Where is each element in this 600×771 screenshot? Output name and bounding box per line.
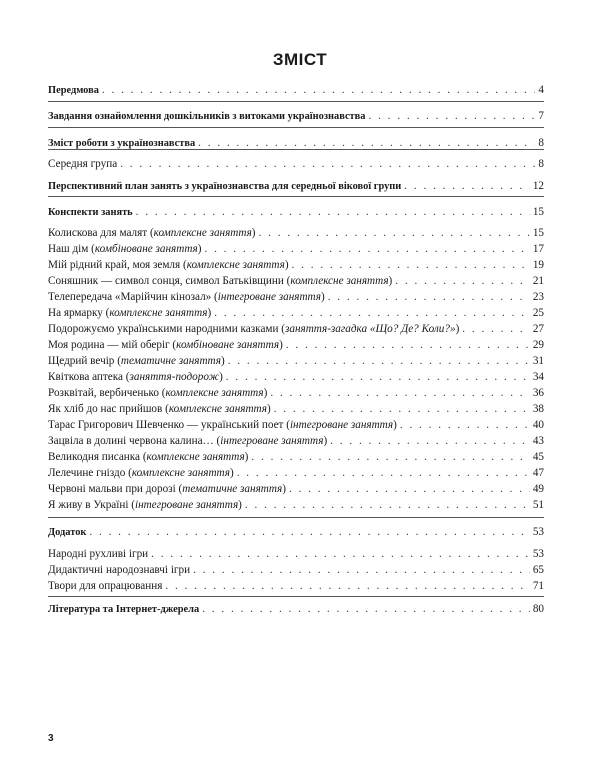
toc-entry-suffix: ) — [251, 227, 256, 239]
toc-entry — [48, 499, 544, 514]
toc-entry — [48, 526, 544, 541]
dot-leader — [228, 355, 530, 367]
toc-entry-label — [48, 483, 286, 495]
toc-entry-title: Квіткова аптека ( — [48, 371, 130, 383]
toc-entry — [48, 158, 544, 173]
toc-entry-note: інтегроване заняття — [289, 419, 394, 431]
toc-entry — [48, 403, 544, 418]
toc-entry-page: 53 — [532, 548, 544, 560]
dot-leader — [328, 291, 530, 303]
toc-entry-page: 71 — [532, 580, 544, 592]
toc-entry-page: 47 — [532, 467, 544, 479]
toc-entry-note: комплексне заняття — [153, 227, 252, 239]
toc-entry — [48, 435, 544, 450]
toc-entry-note: заняття-загадка «Що? Де? Коли?» — [285, 323, 456, 335]
dot-leader — [270, 387, 529, 399]
toc-entry-title: Перспективний план занять з українознавства для середньої вікової групи — [48, 181, 402, 192]
toc-entry-page: 21 — [532, 275, 544, 287]
toc-entry-page: 29 — [532, 339, 544, 351]
dot-leader — [102, 84, 536, 96]
toc-entry-suffix: ) — [263, 387, 268, 399]
dot-leader — [400, 419, 530, 431]
toc-entry-title: Зміст роботи з українознавства — [48, 138, 196, 149]
toc-entry-title: Як хліб до нас прийшов ( — [48, 403, 169, 415]
toc-entry-title: Зацвіла в долині червона калина… ( — [48, 435, 221, 447]
toc-entry-suffix: ) — [279, 339, 283, 351]
toc-entry-suffix: ) — [284, 259, 289, 271]
toc-entry — [48, 564, 544, 579]
toc-entry — [48, 355, 544, 370]
toc-entry-label — [48, 371, 223, 383]
dot-leader — [120, 158, 535, 170]
toc-entry-note: комплексне заняття — [109, 307, 208, 319]
dot-leader — [289, 483, 530, 495]
toc-entry-page: 43 — [532, 435, 544, 447]
toc-entry-label — [48, 85, 99, 96]
section-divider — [48, 101, 544, 102]
toc-entry-title: Розквітай, вербиченько ( — [48, 387, 166, 399]
toc-entry-suffix: ) — [197, 243, 202, 255]
toc-entry-label — [48, 158, 117, 170]
toc-entry-note: інтегроване заняття — [220, 435, 324, 447]
toc-entry-page: 27 — [532, 323, 544, 335]
toc-entry-page: 34 — [532, 371, 544, 383]
toc-entry-page: 40 — [532, 419, 544, 431]
toc-entry — [48, 580, 544, 595]
toc-entry-page: 7 — [538, 110, 544, 122]
toc-entry — [48, 291, 544, 306]
dot-leader — [404, 180, 530, 192]
toc-entry-label — [48, 467, 234, 479]
toc-entry — [48, 180, 544, 195]
toc-entry-title: Моя родина — мій оберіг ( — [48, 339, 177, 351]
dot-leader — [136, 206, 530, 218]
toc-entry-page: 53 — [532, 526, 544, 538]
toc-entry — [48, 451, 544, 466]
toc-entry — [48, 467, 544, 482]
toc-entry — [48, 227, 544, 242]
toc-entry-label — [48, 181, 401, 192]
toc-entry-label — [48, 387, 267, 399]
dot-leader — [330, 435, 530, 447]
toc-entry — [48, 387, 544, 402]
toc-entry-page: 80 — [532, 603, 544, 615]
toc-entry-title: Література та Інтернет-джерела — [48, 604, 200, 615]
toc-entry-title: Конспекти занять — [48, 207, 133, 218]
toc-entry-page: 12 — [532, 180, 544, 192]
toc-entry-page: 15 — [532, 206, 544, 218]
toc-entry-suffix: ) — [388, 275, 393, 287]
toc-entry-title: Колискова для малят ( — [48, 227, 154, 239]
dot-leader — [368, 110, 535, 122]
page-title: ЗМІСТ — [272, 50, 328, 69]
toc-entry-label — [48, 275, 392, 287]
dot-leader — [245, 499, 530, 511]
dot-leader — [202, 603, 530, 615]
toc-entry-title: Тарас Григорович Шевченко — український поет ( — [48, 419, 290, 431]
toc-entry-note: заняття-подорож — [129, 371, 220, 383]
toc-entry-title: Щедрий вечір ( — [48, 355, 121, 367]
dot-leader — [286, 339, 530, 351]
toc-entry-label — [48, 580, 162, 592]
toc-entry — [48, 483, 544, 498]
dot-leader — [462, 323, 530, 335]
toc-entry-title: Наш дім ( — [48, 243, 95, 255]
section-divider — [48, 517, 544, 518]
toc-entry-note: комплексне заняття — [290, 275, 389, 287]
toc-entry-page: 17 — [532, 243, 544, 255]
toc-entry — [48, 339, 544, 354]
dot-leader — [251, 451, 529, 463]
toc-entry-label — [48, 307, 211, 319]
toc-entry-suffix: ) — [455, 323, 460, 335]
toc-entry — [48, 419, 544, 434]
dot-leader — [226, 371, 530, 383]
toc-entry-label — [48, 207, 133, 218]
toc-entry-label — [48, 227, 256, 239]
toc-entry-label — [48, 291, 325, 303]
toc-entry-page: 8 — [538, 137, 544, 149]
toc-entry-title: Соняшник — символ сонця, символ Батьківщини ( — [48, 275, 291, 287]
toc-entry-page: 51 — [532, 499, 544, 511]
toc-entry-label — [48, 138, 195, 149]
toc-entry-label — [48, 548, 148, 560]
toc-entry-title: Великодня писанка ( — [48, 451, 147, 463]
toc-entry — [48, 603, 544, 618]
toc-entry-title: Додаток — [48, 527, 87, 538]
toc-entry-suffix: ) — [229, 467, 234, 479]
toc-entry-page: 31 — [532, 355, 544, 367]
toc-entry-suffix: ) — [282, 483, 286, 495]
toc-entry-label — [48, 419, 397, 431]
toc-entry-note: комплексне заняття — [131, 467, 230, 479]
toc-entry-label — [48, 355, 225, 367]
toc-entry-label — [48, 527, 86, 538]
toc-entry-label — [48, 435, 327, 447]
toc-entry-label — [48, 339, 283, 351]
toc-entry-title: Твори для опрацювання — [48, 580, 163, 592]
toc-entry — [48, 84, 544, 99]
dot-leader — [204, 243, 529, 255]
toc-entry-label — [48, 323, 459, 335]
dot-leader — [193, 564, 530, 576]
toc-entry-title: Завдання ознайомлення дошкільників з витоками українознавства — [48, 111, 366, 122]
toc-entry-label — [48, 111, 365, 122]
toc-entry-title: Передмова — [48, 85, 99, 96]
toc-entry-page: 19 — [532, 259, 544, 271]
toc-entry-title: Я живу в Україні ( — [48, 499, 136, 511]
toc-entry-title: Дидактичні народознавчі ігри — [48, 564, 191, 576]
dot-leader — [165, 580, 529, 592]
toc-entry-suffix: ) — [220, 355, 225, 367]
toc-entry-title: Подорожуємо українськими народними казками ( — [48, 323, 285, 335]
toc-entry-label — [48, 564, 190, 576]
toc-entry — [48, 371, 544, 386]
toc-entry — [48, 243, 544, 258]
toc-entry-page: 23 — [532, 291, 544, 303]
toc-entry — [48, 206, 544, 221]
toc-entry-label — [48, 604, 199, 615]
toc-entry-note: комплексне заняття — [146, 451, 245, 463]
toc-entry-page: 25 — [532, 307, 544, 319]
toc-entry-suffix: ) — [219, 371, 223, 383]
toc-entry — [48, 259, 544, 274]
toc-entry-note: комплексне заняття — [168, 403, 267, 415]
toc-entry-label — [48, 499, 242, 511]
toc-entry — [48, 323, 544, 338]
section-divider — [48, 149, 544, 150]
toc-entry-title: Лелечине гніздо ( — [48, 467, 132, 479]
dot-leader — [151, 548, 530, 560]
toc-entry-title: Телепередача «Марійчин кінозал» ( — [48, 291, 218, 303]
toc-entry-title: Народні рухливі ігри — [48, 548, 149, 560]
section-divider — [48, 196, 544, 197]
toc-entry — [48, 110, 544, 125]
toc-entry-note: інтегроване заняття — [217, 291, 321, 303]
dot-leader — [292, 259, 530, 271]
dot-leader — [89, 526, 529, 538]
toc-entry-suffix: ) — [238, 499, 242, 511]
toc-entry-label — [48, 403, 271, 415]
toc-entry — [48, 548, 544, 563]
toc-entry — [48, 307, 544, 322]
toc-entry-note: комплексне заняття — [186, 259, 285, 271]
toc-entry-suffix: ) — [393, 419, 397, 431]
toc-entry-note: комбіноване заняття — [94, 243, 198, 255]
toc-entry-label — [48, 259, 289, 271]
toc-entry-suffix: ) — [207, 307, 212, 319]
toc-entry-label — [48, 451, 248, 463]
dot-leader — [274, 403, 530, 415]
toc-entry-title: Середня група — [48, 158, 118, 170]
toc-entry-title: На ярмарку ( — [48, 307, 110, 319]
toc-entry-page: 15 — [532, 227, 544, 239]
section-divider — [48, 596, 544, 597]
dot-leader — [237, 467, 530, 479]
toc-entry-note: комбіноване заняття — [176, 339, 280, 351]
dot-leader — [214, 307, 530, 319]
toc-entry — [48, 275, 544, 290]
toc-entry-title: Мій рідний край, моя земля ( — [48, 259, 187, 271]
section-divider — [48, 127, 544, 128]
toc-entry-note: інтегроване заняття — [135, 499, 239, 511]
toc-entry-suffix: ) — [266, 403, 271, 415]
toc-entry-suffix: ) — [244, 451, 249, 463]
toc-entry-title: Червоні мальви при дорозі ( — [48, 483, 183, 495]
dot-leader — [259, 227, 530, 239]
dot-leader — [198, 137, 535, 149]
toc-entry-note: тематичне заняття — [182, 483, 283, 495]
toc-entry-page: 4 — [538, 84, 544, 96]
toc-entry-note: тематичне заняття — [120, 355, 221, 367]
toc-entry-note: комплексне заняття — [165, 387, 264, 399]
toc-entry-page: 45 — [532, 451, 544, 463]
toc-entry-page: 36 — [532, 387, 544, 399]
toc-entry-page: 38 — [532, 403, 544, 415]
toc-entry-page: 65 — [532, 564, 544, 576]
toc-entry-suffix: ) — [320, 291, 325, 303]
dot-leader — [395, 275, 530, 287]
toc-entry-suffix: ) — [323, 435, 328, 447]
page-number: 3 — [48, 733, 54, 744]
toc-entry-label — [48, 243, 201, 255]
toc-entry-page: 49 — [532, 483, 544, 495]
toc-entry-page: 8 — [538, 158, 544, 170]
